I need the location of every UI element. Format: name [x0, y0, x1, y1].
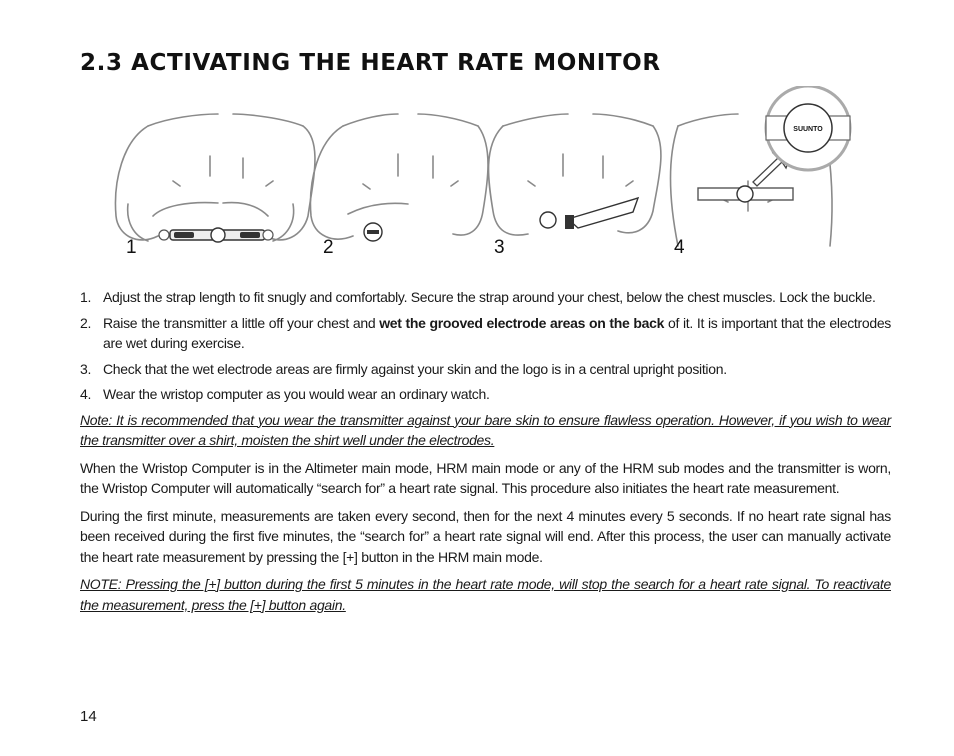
page-title: 2.3 ACTIVATING THE HEART RATE MONITOR	[80, 50, 661, 76]
list-item-emphasis: wet the grooved electrode areas on the back	[379, 314, 665, 331]
list-item-text: Adjust the strap length to fit snugly and comfortably. Secure the strap around your chest, below the chest muscles. Lock the buckle.	[103, 289, 876, 305]
list-number: 3.	[80, 360, 92, 377]
list-number: 2.	[80, 314, 92, 331]
list-item	[80, 384, 891, 405]
torso-figure-1	[115, 114, 314, 241]
paragraph-measurement-timing: During the first minute, measurements are taken every second, then for the next 4 minutes every 5 seconds. If no heart rate signal has been received during the first five minutes, the “search for” a heart rate signal will end. After this process, the user can manually activate the heart rate measurement by pressing the [+] button in the HRM main mode.	[80, 507, 891, 565]
page-content	[80, 287, 891, 622]
list-item	[80, 359, 891, 380]
chest-strap-1	[159, 228, 273, 242]
suunto-logo: SUUNTO	[793, 126, 823, 133]
torso-figure-2	[310, 114, 488, 239]
list-item-text-after: of it. It is important that the electrodes are wet during exercise.	[103, 314, 892, 351]
list-item-text: Check that the wet electrode areas are firmly against your skin and the logo is in a central upright position.	[103, 360, 727, 377]
step-label-2: 2	[323, 237, 334, 258]
list-item-text-before: Raise the transmitter a little off your chest and	[103, 314, 380, 331]
step-label-1: 1	[126, 237, 137, 258]
transmitter-closeup	[766, 86, 850, 170]
list-item	[80, 313, 891, 354]
step-label-3: 3	[494, 237, 505, 258]
note-bare-skin: Note: It is recommended that you wear the transmitter against your bare skin to ensure flawless operation. However, if you wish to wear the transmitter over a shirt, moisten the shirt well under the electrodes.	[80, 411, 891, 448]
note-reactivate: NOTE: Pressing the [+] button during the first 5 minutes in the heart rate mode, will stop the search for a heart rate signal. To reactivate the measurement, press the [+] button again.	[80, 576, 891, 613]
paragraph-automatic-search: When the Wristop Computer is in the Altimeter main mode, HRM main mode or any of the HRM sub modes and the transmitter is worn, the Wristop Computer will automatically “search for” a heart rate signal. This procedure also initiates the heart rate measurement.	[80, 459, 891, 496]
illustration-svg	[108, 86, 860, 261]
page-number: 14	[80, 708, 97, 725]
list-number: 4.	[80, 386, 92, 402]
list-item	[80, 287, 891, 308]
list-item-text: Wear the wristop computer as you would wear an ordinary watch.	[103, 386, 490, 402]
strap-buckle-3	[540, 198, 638, 229]
chest-strap-4	[698, 186, 793, 202]
list-number: 1.	[80, 289, 92, 305]
heart-rate-strap-illustration	[108, 86, 860, 261]
step-label-4: 4	[674, 237, 685, 258]
instruction-list	[80, 287, 891, 405]
transmitter-2	[364, 223, 382, 241]
